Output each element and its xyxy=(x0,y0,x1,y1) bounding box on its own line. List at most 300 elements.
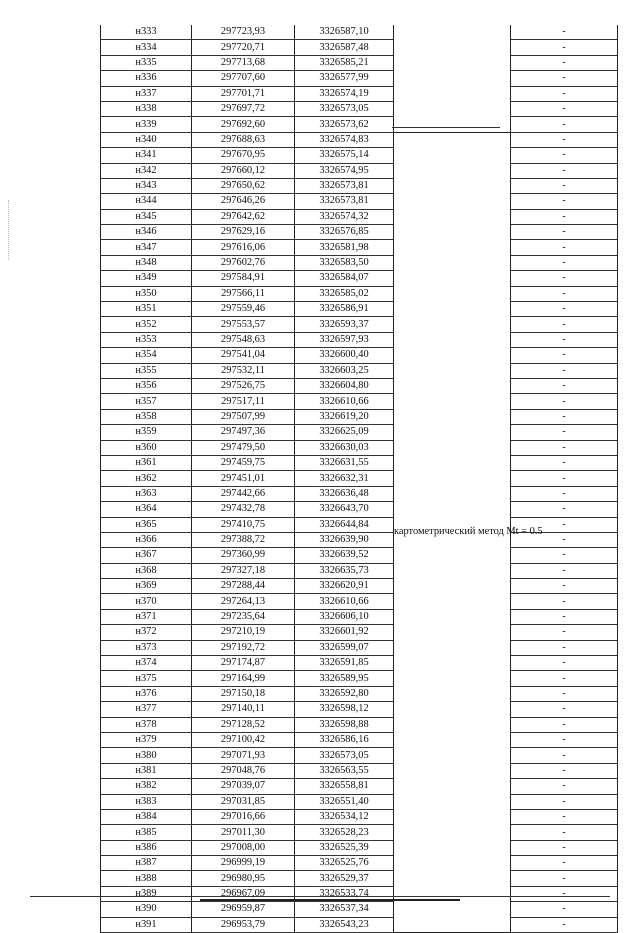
point-name-cell: н353 xyxy=(101,332,192,347)
note-cell: - xyxy=(511,532,618,547)
note-cell: - xyxy=(511,917,618,932)
point-name-cell: н384 xyxy=(101,809,192,824)
point-name-cell: н367 xyxy=(101,548,192,563)
point-name-cell: н346 xyxy=(101,225,192,240)
x-coordinate-cell: 297541,04 xyxy=(192,348,295,363)
note-cell: - xyxy=(511,86,618,101)
note-cell: - xyxy=(511,732,618,747)
point-name-cell: н370 xyxy=(101,594,192,609)
method-cell-upper xyxy=(394,25,511,132)
table-row xyxy=(101,271,618,286)
y-coordinate-cell: 3326551,40 xyxy=(295,794,394,809)
point-name-cell: н342 xyxy=(101,163,192,178)
footer-rule-bold xyxy=(200,899,460,901)
y-coordinate-cell: 3326631,55 xyxy=(295,455,394,470)
y-coordinate-cell: 3326574,83 xyxy=(295,132,394,147)
y-coordinate-cell: 3326585,21 xyxy=(295,55,394,70)
point-name-cell: н341 xyxy=(101,148,192,163)
table-row xyxy=(101,594,618,609)
x-coordinate-cell: 297713,68 xyxy=(192,55,295,70)
table-row xyxy=(101,917,618,932)
table-row xyxy=(101,240,618,255)
note-cell: - xyxy=(511,825,618,840)
x-coordinate-cell: 297602,76 xyxy=(192,255,295,270)
y-coordinate-cell: 3326525,76 xyxy=(295,856,394,871)
note-cell: - xyxy=(511,40,618,55)
x-coordinate-cell: 297039,07 xyxy=(192,779,295,794)
footer-rule xyxy=(30,896,610,897)
table-row xyxy=(101,856,618,871)
y-coordinate-cell: 3326573,62 xyxy=(295,117,394,132)
x-coordinate-cell: 296967,09 xyxy=(192,886,295,901)
y-coordinate-cell: 3326573,81 xyxy=(295,178,394,193)
point-name-cell: н380 xyxy=(101,748,192,763)
x-coordinate-cell: 297048,76 xyxy=(192,763,295,778)
y-coordinate-cell: 3326586,91 xyxy=(295,302,394,317)
note-cell: - xyxy=(511,517,618,532)
note-cell: - xyxy=(511,101,618,116)
x-coordinate-cell: 297723,93 xyxy=(192,25,295,40)
note-cell: - xyxy=(511,717,618,732)
table-row xyxy=(101,101,618,116)
y-coordinate-cell: 3326591,85 xyxy=(295,656,394,671)
table-row xyxy=(101,732,618,747)
note-cell: - xyxy=(511,686,618,701)
note-cell: - xyxy=(511,132,618,147)
x-coordinate-cell: 297174,87 xyxy=(192,656,295,671)
note-cell: - xyxy=(511,286,618,301)
y-coordinate-cell: 3326575,14 xyxy=(295,148,394,163)
x-coordinate-cell: 297150,18 xyxy=(192,686,295,701)
x-coordinate-cell: 297566,11 xyxy=(192,286,295,301)
point-name-cell: н348 xyxy=(101,255,192,270)
note-cell: - xyxy=(511,332,618,347)
point-name-cell: н351 xyxy=(101,302,192,317)
point-name-cell: н345 xyxy=(101,209,192,224)
table-row xyxy=(101,225,618,240)
point-name-cell: н375 xyxy=(101,671,192,686)
y-coordinate-cell: 3326587,48 xyxy=(295,40,394,55)
note-cell: - xyxy=(511,471,618,486)
point-name-cell: н352 xyxy=(101,317,192,332)
table-row xyxy=(101,902,618,917)
coordinates-table xyxy=(100,25,618,933)
point-name-cell: н338 xyxy=(101,101,192,116)
note-cell: - xyxy=(511,194,618,209)
y-coordinate-cell: 3326644,84 xyxy=(295,517,394,532)
y-coordinate-cell: 3326573,05 xyxy=(295,101,394,116)
x-coordinate-cell: 297016,66 xyxy=(192,809,295,824)
scan-margin-mark xyxy=(8,200,9,260)
method-cell: картометрический метод Mt = 0.5 xyxy=(394,132,511,932)
note-cell: - xyxy=(511,886,618,901)
point-name-cell: н356 xyxy=(101,378,192,393)
table-row xyxy=(101,117,618,132)
point-name-cell: н372 xyxy=(101,625,192,640)
x-coordinate-cell: 297459,75 xyxy=(192,455,295,470)
note-cell: - xyxy=(511,502,618,517)
table-row xyxy=(101,317,618,332)
table-row xyxy=(101,686,618,701)
x-coordinate-cell: 297517,11 xyxy=(192,394,295,409)
note-cell: - xyxy=(511,440,618,455)
point-name-cell: н376 xyxy=(101,686,192,701)
y-coordinate-cell: 3326573,81 xyxy=(295,194,394,209)
point-name-cell: н371 xyxy=(101,609,192,624)
y-coordinate-cell: 3326643,70 xyxy=(295,502,394,517)
note-cell: - xyxy=(511,671,618,686)
note-cell: - xyxy=(511,240,618,255)
point-name-cell: н333 xyxy=(101,25,192,40)
point-name-cell: н357 xyxy=(101,394,192,409)
y-coordinate-cell: 3326577,99 xyxy=(295,71,394,86)
table-row xyxy=(101,840,618,855)
y-coordinate-cell: 3326573,05 xyxy=(295,748,394,763)
x-coordinate-cell: 297388,72 xyxy=(192,532,295,547)
y-coordinate-cell: 3326585,02 xyxy=(295,286,394,301)
table-row xyxy=(101,394,618,409)
y-coordinate-cell: 3326576,85 xyxy=(295,225,394,240)
table-row xyxy=(101,148,618,163)
x-coordinate-cell: 297100,42 xyxy=(192,732,295,747)
y-coordinate-cell: 3326534,12 xyxy=(295,809,394,824)
point-name-cell: н343 xyxy=(101,178,192,193)
note-cell: - xyxy=(511,794,618,809)
note-cell: - xyxy=(511,840,618,855)
note-cell: - xyxy=(511,640,618,655)
note-cell: - xyxy=(511,902,618,917)
table-row xyxy=(101,671,618,686)
note-cell: - xyxy=(511,779,618,794)
note-cell: - xyxy=(511,809,618,824)
table-row xyxy=(101,409,618,424)
table-row xyxy=(101,486,618,501)
y-coordinate-cell: 3326583,50 xyxy=(295,255,394,270)
note-cell: - xyxy=(511,579,618,594)
point-name-cell: н354 xyxy=(101,348,192,363)
point-name-cell: н360 xyxy=(101,440,192,455)
y-coordinate-cell: 3326620,91 xyxy=(295,579,394,594)
y-coordinate-cell: 3326563,55 xyxy=(295,763,394,778)
table-row xyxy=(101,640,618,655)
point-name-cell: н386 xyxy=(101,840,192,855)
table-row xyxy=(101,209,618,224)
y-coordinate-cell: 3326543,23 xyxy=(295,917,394,932)
note-cell: - xyxy=(511,363,618,378)
y-coordinate-cell: 3326601,92 xyxy=(295,625,394,640)
note-cell: - xyxy=(511,656,618,671)
point-name-cell: н377 xyxy=(101,702,192,717)
x-coordinate-cell: 297210,19 xyxy=(192,625,295,640)
y-coordinate-cell: 3326597,93 xyxy=(295,332,394,347)
y-coordinate-cell: 3326604,80 xyxy=(295,378,394,393)
table-row xyxy=(101,825,618,840)
note-cell: - xyxy=(511,209,618,224)
table-row xyxy=(101,163,618,178)
y-coordinate-cell: 3326636,48 xyxy=(295,486,394,501)
note-cell: - xyxy=(511,409,618,424)
y-coordinate-cell: 3326587,10 xyxy=(295,25,394,40)
point-name-cell: н336 xyxy=(101,71,192,86)
table-row xyxy=(101,286,618,301)
y-coordinate-cell: 3326528,23 xyxy=(295,825,394,840)
table-row xyxy=(101,656,618,671)
x-coordinate-cell: 297720,71 xyxy=(192,40,295,55)
x-coordinate-cell: 297288,44 xyxy=(192,579,295,594)
point-name-cell: н366 xyxy=(101,532,192,547)
point-name-cell: н363 xyxy=(101,486,192,501)
x-coordinate-cell: 297442,66 xyxy=(192,486,295,501)
table-row xyxy=(101,794,618,809)
y-coordinate-cell: 3326599,07 xyxy=(295,640,394,655)
point-name-cell: н337 xyxy=(101,86,192,101)
table-row xyxy=(101,40,618,55)
table-row xyxy=(101,132,618,147)
x-coordinate-cell: 297646,26 xyxy=(192,194,295,209)
note-cell: - xyxy=(511,348,618,363)
y-coordinate-cell: 3326525,39 xyxy=(295,840,394,855)
x-coordinate-cell: 297559,46 xyxy=(192,302,295,317)
point-name-cell: н339 xyxy=(101,117,192,132)
point-name-cell: н349 xyxy=(101,271,192,286)
note-cell: - xyxy=(511,625,618,640)
table-row xyxy=(101,702,618,717)
y-coordinate-cell: 3326600,40 xyxy=(295,348,394,363)
y-coordinate-cell: 3326589,95 xyxy=(295,671,394,686)
table-row xyxy=(101,563,618,578)
note-cell: - xyxy=(511,378,618,393)
y-coordinate-cell: 3326533,74 xyxy=(295,886,394,901)
x-coordinate-cell: 296953,79 xyxy=(192,917,295,932)
point-name-cell: н361 xyxy=(101,455,192,470)
table-row xyxy=(101,717,618,732)
x-coordinate-cell: 297140,11 xyxy=(192,702,295,717)
x-coordinate-cell: 297692,60 xyxy=(192,117,295,132)
table-row xyxy=(101,809,618,824)
x-coordinate-cell: 297235,64 xyxy=(192,609,295,624)
point-name-cell: н382 xyxy=(101,779,192,794)
point-name-cell: н334 xyxy=(101,40,192,55)
table-row xyxy=(101,748,618,763)
table-row xyxy=(101,440,618,455)
note-cell: - xyxy=(511,763,618,778)
x-coordinate-cell: 297707,60 xyxy=(192,71,295,86)
x-coordinate-cell: 297526,75 xyxy=(192,378,295,393)
note-cell: - xyxy=(511,302,618,317)
point-name-cell: н389 xyxy=(101,886,192,901)
note-cell: - xyxy=(511,702,618,717)
y-coordinate-cell: 3326598,12 xyxy=(295,702,394,717)
point-name-cell: н350 xyxy=(101,286,192,301)
x-coordinate-cell: 297616,06 xyxy=(192,240,295,255)
table-row xyxy=(101,25,618,40)
x-coordinate-cell: 297410,75 xyxy=(192,517,295,532)
point-name-cell: н369 xyxy=(101,579,192,594)
y-coordinate-cell: 3326635,73 xyxy=(295,563,394,578)
x-coordinate-cell: 297432,78 xyxy=(192,502,295,517)
point-name-cell: н388 xyxy=(101,871,192,886)
x-coordinate-cell: 297697,72 xyxy=(192,101,295,116)
point-name-cell: н344 xyxy=(101,194,192,209)
point-name-cell: н359 xyxy=(101,425,192,440)
note-cell: - xyxy=(511,394,618,409)
note-cell: - xyxy=(511,609,618,624)
table-row xyxy=(101,455,618,470)
note-cell: - xyxy=(511,271,618,286)
x-coordinate-cell: 297584,91 xyxy=(192,271,295,286)
table-row xyxy=(101,502,618,517)
table-row xyxy=(101,178,618,193)
y-coordinate-cell: 3326632,31 xyxy=(295,471,394,486)
x-coordinate-cell: 297642,62 xyxy=(192,209,295,224)
note-cell: - xyxy=(511,163,618,178)
x-coordinate-cell: 297701,71 xyxy=(192,86,295,101)
note-cell: - xyxy=(511,594,618,609)
point-name-cell: н374 xyxy=(101,656,192,671)
point-name-cell: н335 xyxy=(101,55,192,70)
x-coordinate-cell: 297629,16 xyxy=(192,225,295,240)
y-coordinate-cell: 3326574,19 xyxy=(295,86,394,101)
x-coordinate-cell: 297553,57 xyxy=(192,317,295,332)
y-coordinate-cell: 3326598,88 xyxy=(295,717,394,732)
table-row xyxy=(101,378,618,393)
y-coordinate-cell: 3326610,66 xyxy=(295,594,394,609)
y-coordinate-cell: 3326630,03 xyxy=(295,440,394,455)
y-coordinate-cell: 3326593,37 xyxy=(295,317,394,332)
method-cell-divider xyxy=(392,127,500,128)
y-coordinate-cell: 3326610,66 xyxy=(295,394,394,409)
point-name-cell: н383 xyxy=(101,794,192,809)
note-cell: - xyxy=(511,148,618,163)
table-row xyxy=(101,255,618,270)
note-cell: - xyxy=(511,856,618,871)
y-coordinate-cell: 3326625,09 xyxy=(295,425,394,440)
note-cell: - xyxy=(511,178,618,193)
x-coordinate-cell: 297507,99 xyxy=(192,409,295,424)
point-name-cell: н379 xyxy=(101,732,192,747)
y-coordinate-cell: 3326592,80 xyxy=(295,686,394,701)
point-name-cell: н347 xyxy=(101,240,192,255)
table-row xyxy=(101,871,618,886)
point-name-cell: н390 xyxy=(101,902,192,917)
note-cell: - xyxy=(511,71,618,86)
x-coordinate-cell: 297532,11 xyxy=(192,363,295,378)
table-row xyxy=(101,579,618,594)
x-coordinate-cell: 297360,99 xyxy=(192,548,295,563)
x-coordinate-cell: 297071,93 xyxy=(192,748,295,763)
x-coordinate-cell: 297548,63 xyxy=(192,332,295,347)
point-name-cell: н378 xyxy=(101,717,192,732)
table-row xyxy=(101,779,618,794)
point-name-cell: н365 xyxy=(101,517,192,532)
note-cell: - xyxy=(511,871,618,886)
note-cell: - xyxy=(511,255,618,270)
y-coordinate-cell: 3326606,10 xyxy=(295,609,394,624)
x-coordinate-cell: 296980,95 xyxy=(192,871,295,886)
y-coordinate-cell: 3326558,81 xyxy=(295,779,394,794)
y-coordinate-cell: 3326537,34 xyxy=(295,902,394,917)
table-row xyxy=(101,332,618,347)
table-row xyxy=(101,363,618,378)
x-coordinate-cell: 296959,87 xyxy=(192,902,295,917)
x-coordinate-cell: 297497,36 xyxy=(192,425,295,440)
x-coordinate-cell: 297327,18 xyxy=(192,563,295,578)
x-coordinate-cell: 296999,19 xyxy=(192,856,295,871)
point-name-cell: н340 xyxy=(101,132,192,147)
point-name-cell: н355 xyxy=(101,363,192,378)
point-name-cell: н362 xyxy=(101,471,192,486)
note-cell: - xyxy=(511,486,618,501)
y-coordinate-cell: 3326586,16 xyxy=(295,732,394,747)
note-cell: - xyxy=(511,748,618,763)
y-coordinate-cell: 3326581,98 xyxy=(295,240,394,255)
table-row xyxy=(101,348,618,363)
table-row xyxy=(101,55,618,70)
point-name-cell: н364 xyxy=(101,502,192,517)
x-coordinate-cell: 297688,63 xyxy=(192,132,295,147)
note-cell: - xyxy=(511,225,618,240)
y-coordinate-cell: 3326574,32 xyxy=(295,209,394,224)
note-cell: - xyxy=(511,425,618,440)
table-row xyxy=(101,471,618,486)
note-cell: - xyxy=(511,55,618,70)
y-coordinate-cell: 3326619,20 xyxy=(295,409,394,424)
x-coordinate-cell: 297650,62 xyxy=(192,178,295,193)
note-cell: - xyxy=(511,25,618,40)
y-coordinate-cell: 3326639,52 xyxy=(295,548,394,563)
point-name-cell: н368 xyxy=(101,563,192,578)
table-row xyxy=(101,625,618,640)
table-row xyxy=(101,609,618,624)
y-coordinate-cell: 3326574,95 xyxy=(295,163,394,178)
table-row xyxy=(101,302,618,317)
x-coordinate-cell: 297031,85 xyxy=(192,794,295,809)
x-coordinate-cell: 297192,72 xyxy=(192,640,295,655)
table-row xyxy=(101,86,618,101)
note-cell: - xyxy=(511,117,618,132)
point-name-cell: н385 xyxy=(101,825,192,840)
note-cell: - xyxy=(511,548,618,563)
x-coordinate-cell: 297660,12 xyxy=(192,163,295,178)
table-row xyxy=(101,763,618,778)
x-coordinate-cell: 297264,13 xyxy=(192,594,295,609)
y-coordinate-cell: 3326584,07 xyxy=(295,271,394,286)
x-coordinate-cell: 297670,95 xyxy=(192,148,295,163)
x-coordinate-cell: 297164,99 xyxy=(192,671,295,686)
point-name-cell: н358 xyxy=(101,409,192,424)
point-name-cell: н387 xyxy=(101,856,192,871)
x-coordinate-cell: 297128,52 xyxy=(192,717,295,732)
coordinates-table-body xyxy=(101,25,618,933)
table-row xyxy=(101,71,618,86)
x-coordinate-cell: 297479,50 xyxy=(192,440,295,455)
x-coordinate-cell: 297451,01 xyxy=(192,471,295,486)
point-name-cell: н381 xyxy=(101,763,192,778)
table-row xyxy=(101,425,618,440)
y-coordinate-cell: 3326603,25 xyxy=(295,363,394,378)
x-coordinate-cell: 297008,00 xyxy=(192,840,295,855)
note-cell: - xyxy=(511,455,618,470)
table-row xyxy=(101,194,618,209)
note-cell: - xyxy=(511,317,618,332)
table-row xyxy=(101,548,618,563)
note-cell: - xyxy=(511,563,618,578)
point-name-cell: н373 xyxy=(101,640,192,655)
point-name-cell: н391 xyxy=(101,917,192,932)
y-coordinate-cell: 3326529,37 xyxy=(295,871,394,886)
x-coordinate-cell: 297011,30 xyxy=(192,825,295,840)
y-coordinate-cell: 3326639,90 xyxy=(295,532,394,547)
